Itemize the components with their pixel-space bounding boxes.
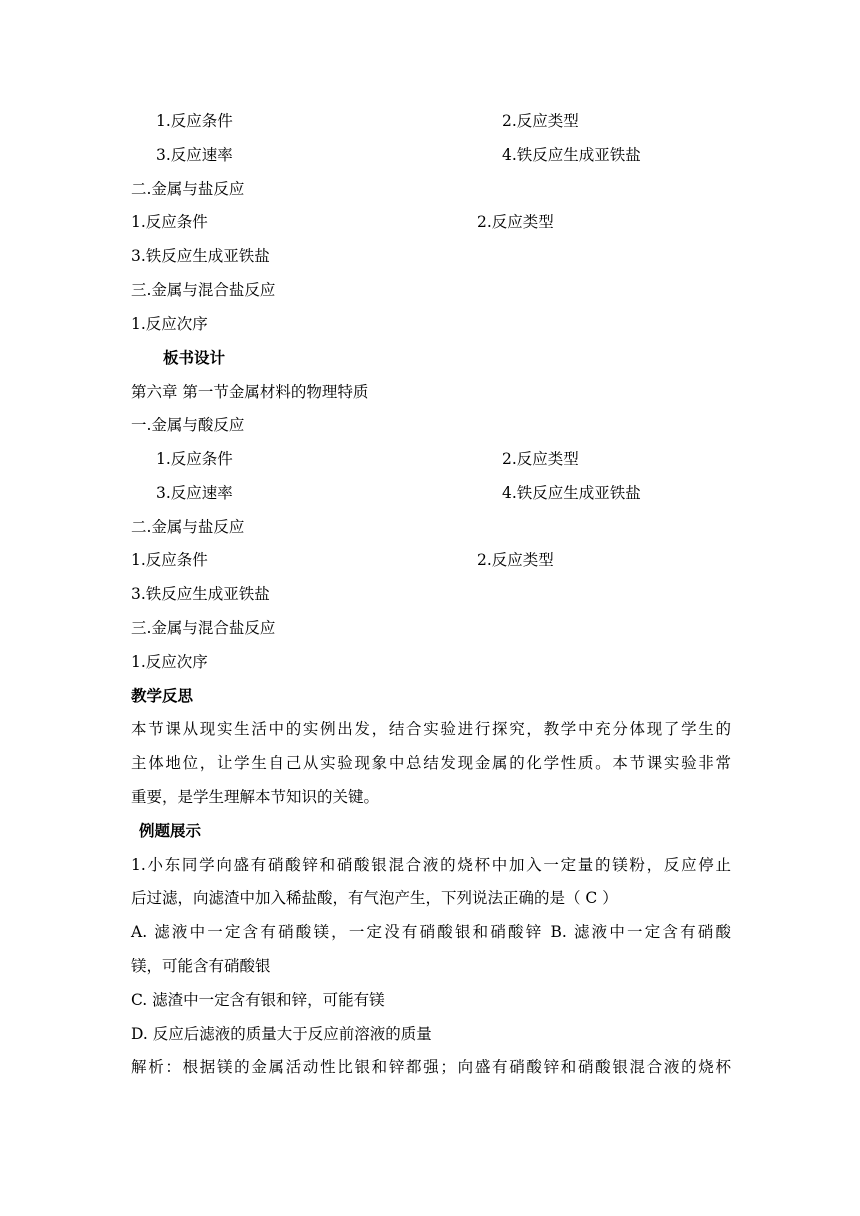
example-heading: 例题展示 — [139, 821, 202, 840]
reflection-text: 主体地位，让学生自己从实验现象中总结发现金属的化学性质。本节课实验非常 — [131, 754, 731, 772]
reflection-text: 重要，是学生理解本节知识的关键。 — [131, 788, 380, 806]
outline-item: 1.反应条件 — [156, 450, 233, 468]
outline-row-2 — [156, 143, 756, 167]
reflection-text: 本节课从现实生活中的实例出发，结合实验进行探究，教学中充分体现了学生的 — [131, 720, 731, 738]
outline-row-3 — [131, 210, 731, 234]
section-heading: 二.金属与盐反应 — [131, 180, 245, 198]
section-heading: 一.金属与酸反应 — [131, 416, 245, 434]
outline-item: 2.反应类型 — [477, 551, 554, 569]
outline-item: 1.反应次序 — [131, 653, 208, 671]
outline-item: 1.反应次序 — [131, 315, 208, 333]
section-heading: 三.金属与混合盐反应 — [131, 619, 276, 637]
option-text: A. 滤液中一定含有硝酸镁，一定没有硝酸银和硝酸锌 B. 滤液中一定含有硝酸 — [131, 923, 731, 941]
outline-item: 1.反应条件 — [131, 551, 208, 569]
chapter-title: 第六章 第一节金属材料的物理特质 — [131, 383, 369, 401]
reflection-heading: 教学反思 — [131, 686, 194, 705]
analysis-text: 解析：根据镁的金属活动性比银和锌都强；向盛有硝酸锌和硝酸银混合液的烧杯 — [131, 1058, 731, 1076]
outline-row-1 — [156, 109, 756, 133]
board-design-heading: 板书设计 — [163, 348, 226, 367]
outline-row-1 — [156, 447, 756, 471]
section-heading: 二.金属与盐反应 — [131, 518, 245, 536]
outline-item: 3.铁反应生成亚铁盐 — [131, 247, 270, 265]
outline-item: 2.反应类型 — [502, 112, 579, 130]
outline-item: 1.反应条件 — [156, 112, 233, 130]
outline-row-2 — [156, 481, 756, 505]
outline-item: 4.铁反应生成亚铁盐 — [502, 146, 641, 164]
outline-item: 3.反应速率 — [156, 146, 233, 164]
question-text: 1.小东同学向盛有硝酸锌和硝酸银混合液的烧杯中加入一定量的镁粉，反应停止 — [131, 856, 731, 874]
outline-item: 3.铁反应生成亚铁盐 — [131, 585, 270, 603]
outline-item: 4.铁反应生成亚铁盐 — [502, 484, 641, 502]
outline-item: 2.反应类型 — [477, 213, 554, 231]
outline-item: 3.反应速率 — [156, 484, 233, 502]
question-text: 后过滤，向滤渣中加入稀盐酸，有气泡产生，下列说法正确的是（ C ） — [131, 889, 618, 907]
option-text: C. 滤渣中一定含有银和锌，可能有镁 — [131, 991, 385, 1009]
section-heading: 三.金属与混合盐反应 — [131, 281, 276, 299]
outline-item: 1.反应条件 — [131, 213, 208, 231]
outline-row-3 — [131, 548, 731, 572]
option-text: 镁，可能含有硝酸银 — [131, 957, 271, 975]
option-text: D. 反应后滤液的质量大于反应前溶液的质量 — [131, 1025, 432, 1043]
outline-item: 2.反应类型 — [502, 450, 579, 468]
